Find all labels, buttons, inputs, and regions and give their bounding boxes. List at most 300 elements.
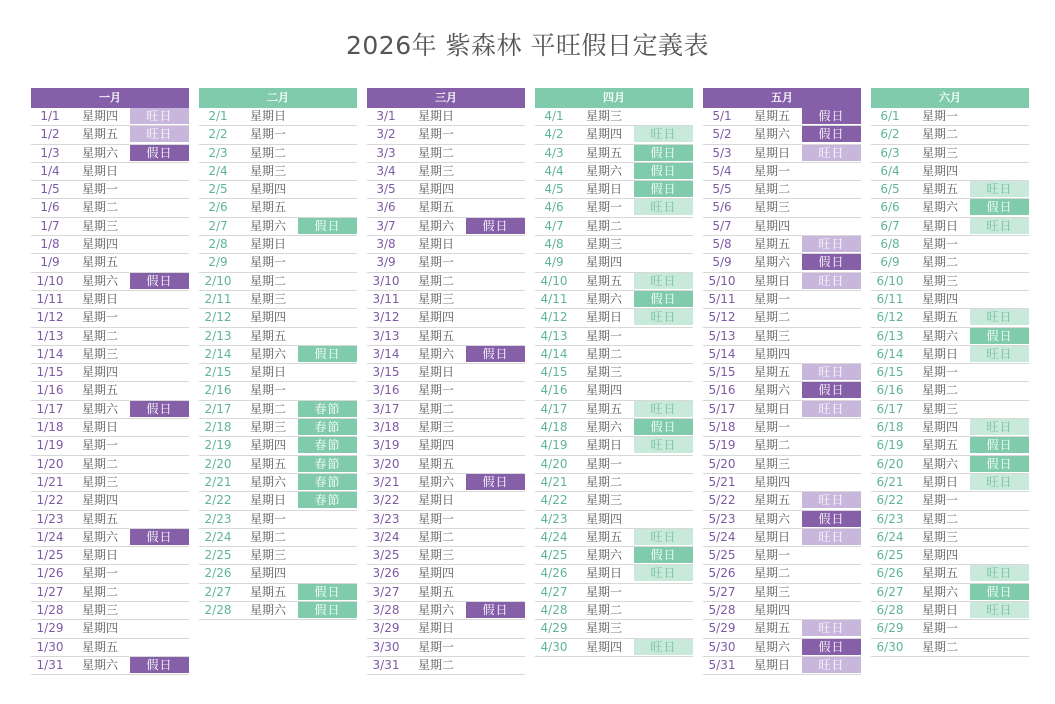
weekday-cell: 星期二 bbox=[586, 346, 623, 361]
weekday-cell: 星期二 bbox=[418, 529, 455, 544]
date-cell: 1/31 bbox=[36, 657, 64, 672]
status-badge: 旺日 bbox=[970, 181, 1029, 197]
date-cell: 1/14 bbox=[36, 346, 64, 361]
date-cell: 4/3 bbox=[544, 145, 564, 160]
weekday-cell: 星期五 bbox=[922, 438, 959, 453]
weekday-cell: 星期一 bbox=[418, 255, 455, 270]
weekday-cell: 星期五 bbox=[418, 328, 455, 343]
day-row bbox=[199, 401, 357, 419]
weekday-cell: 星期四 bbox=[82, 365, 119, 380]
day-row bbox=[535, 364, 693, 382]
weekday-cell: 星期日 bbox=[250, 365, 287, 380]
date-cell: 4/26 bbox=[540, 566, 568, 581]
day-row bbox=[871, 126, 1029, 144]
weekday-cell: 星期五 bbox=[922, 182, 959, 197]
day-row bbox=[367, 346, 525, 364]
day-row bbox=[703, 254, 861, 272]
day-row bbox=[199, 181, 357, 199]
day-row bbox=[199, 565, 357, 583]
date-cell: 3/12 bbox=[372, 310, 400, 325]
day-row bbox=[871, 492, 1029, 510]
weekday-cell: 星期二 bbox=[250, 529, 287, 544]
date-cell: 4/8 bbox=[544, 237, 564, 252]
weekday-cell: 星期六 bbox=[82, 401, 119, 416]
weekday-cell: 星期五 bbox=[82, 383, 119, 398]
day-row bbox=[31, 346, 189, 364]
status-badge: 春節 bbox=[298, 401, 357, 417]
status-badge: 假日 bbox=[130, 273, 189, 289]
weekday-cell: 星期日 bbox=[586, 310, 623, 325]
day-row bbox=[367, 364, 525, 382]
weekday-cell: 星期四 bbox=[82, 493, 119, 508]
weekday-cell: 星期日 bbox=[418, 493, 455, 508]
day-row bbox=[535, 163, 693, 181]
day-row bbox=[871, 145, 1029, 163]
day-row bbox=[703, 309, 861, 327]
day-row bbox=[871, 401, 1029, 419]
weekday-cell: 星期五 bbox=[82, 639, 119, 654]
day-row bbox=[367, 163, 525, 181]
day-row bbox=[31, 254, 189, 272]
day-row bbox=[871, 437, 1029, 455]
weekday-cell: 星期五 bbox=[586, 401, 623, 416]
day-row bbox=[367, 657, 525, 675]
weekday-cell: 星期三 bbox=[250, 291, 287, 306]
day-row bbox=[367, 456, 525, 474]
day-row bbox=[199, 602, 357, 620]
date-cell: 6/3 bbox=[880, 145, 900, 160]
weekday-cell: 星期二 bbox=[82, 200, 119, 215]
day-row bbox=[703, 273, 861, 291]
date-cell: 6/19 bbox=[876, 438, 904, 453]
weekday-cell: 星期四 bbox=[250, 566, 287, 581]
date-cell: 5/31 bbox=[708, 657, 736, 672]
weekday-cell: 星期一 bbox=[922, 237, 959, 252]
day-row bbox=[703, 456, 861, 474]
day-row bbox=[199, 382, 357, 400]
day-row bbox=[535, 108, 693, 126]
day-row bbox=[871, 108, 1029, 126]
date-cell: 6/24 bbox=[876, 529, 904, 544]
date-cell: 2/21 bbox=[204, 474, 232, 489]
date-cell: 5/27 bbox=[708, 584, 736, 599]
weekday-cell: 星期六 bbox=[754, 127, 791, 142]
weekday-cell: 星期四 bbox=[250, 310, 287, 325]
day-row bbox=[199, 511, 357, 529]
weekday-cell: 星期三 bbox=[82, 603, 119, 618]
date-cell: 2/6 bbox=[208, 200, 228, 215]
date-cell: 3/16 bbox=[372, 383, 400, 398]
weekday-cell: 星期日 bbox=[754, 401, 791, 416]
date-cell: 1/28 bbox=[36, 603, 64, 618]
date-cell: 3/30 bbox=[372, 639, 400, 654]
date-cell: 3/6 bbox=[376, 200, 396, 215]
month-header: 四月 bbox=[535, 88, 693, 108]
status-badge: 旺日 bbox=[130, 108, 189, 124]
date-cell: 1/4 bbox=[40, 163, 60, 178]
date-cell: 6/23 bbox=[876, 511, 904, 526]
weekday-cell: 星期一 bbox=[754, 163, 791, 178]
date-cell: 2/15 bbox=[204, 365, 232, 380]
weekday-cell: 星期五 bbox=[754, 365, 791, 380]
status-badge: 旺日 bbox=[802, 492, 861, 508]
day-row bbox=[703, 364, 861, 382]
day-row bbox=[199, 437, 357, 455]
date-cell: 6/26 bbox=[876, 566, 904, 581]
status-badge: 假日 bbox=[130, 657, 189, 673]
day-row bbox=[31, 401, 189, 419]
day-row bbox=[703, 145, 861, 163]
weekday-cell: 星期三 bbox=[586, 621, 623, 636]
day-row bbox=[535, 401, 693, 419]
date-cell: 3/3 bbox=[376, 145, 396, 160]
weekday-cell: 星期一 bbox=[754, 291, 791, 306]
day-row bbox=[199, 529, 357, 547]
weekday-cell: 星期一 bbox=[586, 328, 623, 343]
status-badge: 假日 bbox=[802, 511, 861, 527]
status-badge: 旺日 bbox=[634, 565, 693, 581]
date-cell: 2/12 bbox=[204, 310, 232, 325]
day-row bbox=[199, 236, 357, 254]
date-cell: 2/20 bbox=[204, 456, 232, 471]
status-badge: 春節 bbox=[298, 492, 357, 508]
status-badge: 旺日 bbox=[634, 199, 693, 215]
weekday-cell: 星期六 bbox=[586, 420, 623, 435]
weekday-cell: 星期四 bbox=[82, 621, 119, 636]
day-row bbox=[199, 126, 357, 144]
date-cell: 2/18 bbox=[204, 420, 232, 435]
date-cell: 1/26 bbox=[36, 566, 64, 581]
weekday-cell: 星期四 bbox=[586, 383, 623, 398]
weekday-cell: 星期四 bbox=[82, 109, 119, 123]
date-cell: 3/14 bbox=[372, 346, 400, 361]
status-badge: 旺日 bbox=[634, 126, 693, 142]
date-cell: 6/11 bbox=[876, 291, 904, 306]
day-row bbox=[367, 382, 525, 400]
date-cell: 3/23 bbox=[372, 511, 400, 526]
day-row bbox=[871, 419, 1029, 437]
date-cell: 6/28 bbox=[876, 603, 904, 618]
date-cell: 5/29 bbox=[708, 621, 736, 636]
date-cell: 3/13 bbox=[372, 328, 400, 343]
weekday-cell: 星期一 bbox=[250, 383, 287, 398]
weekday-cell: 星期六 bbox=[250, 218, 287, 233]
weekday-cell: 星期一 bbox=[586, 584, 623, 599]
date-cell: 5/11 bbox=[708, 291, 736, 306]
status-badge: 假日 bbox=[970, 437, 1029, 453]
weekday-cell: 星期六 bbox=[418, 474, 455, 489]
date-cell: 2/2 bbox=[208, 127, 228, 142]
date-cell: 6/17 bbox=[876, 401, 904, 416]
status-badge: 假日 bbox=[634, 419, 693, 435]
month-header: 六月 bbox=[871, 88, 1029, 108]
day-row bbox=[703, 382, 861, 400]
day-row bbox=[871, 291, 1029, 309]
weekday-cell: 星期六 bbox=[418, 346, 455, 361]
day-row bbox=[703, 492, 861, 510]
weekday-cell: 星期三 bbox=[922, 145, 959, 160]
day-row bbox=[31, 639, 189, 657]
weekday-cell: 星期一 bbox=[586, 456, 623, 471]
status-badge: 假日 bbox=[802, 382, 861, 398]
status-badge: 假日 bbox=[634, 163, 693, 179]
weekday-cell: 星期五 bbox=[250, 584, 287, 599]
date-cell: 1/12 bbox=[36, 310, 64, 325]
status-badge: 假日 bbox=[466, 218, 525, 234]
weekday-cell: 星期四 bbox=[586, 255, 623, 270]
day-row bbox=[31, 547, 189, 565]
status-badge: 旺日 bbox=[970, 565, 1029, 581]
date-cell: 6/10 bbox=[876, 273, 904, 288]
date-cell: 6/7 bbox=[880, 218, 900, 233]
date-cell: 5/26 bbox=[708, 566, 736, 581]
weekday-cell: 星期一 bbox=[922, 493, 959, 508]
date-cell: 4/20 bbox=[540, 456, 568, 471]
day-row bbox=[871, 328, 1029, 346]
date-cell: 6/4 bbox=[880, 163, 900, 178]
day-row bbox=[871, 620, 1029, 638]
weekday-cell: 星期四 bbox=[754, 218, 791, 233]
date-cell: 5/10 bbox=[708, 273, 736, 288]
day-row bbox=[703, 529, 861, 547]
status-badge: 假日 bbox=[466, 346, 525, 362]
weekday-cell: 星期二 bbox=[754, 438, 791, 453]
weekday-cell: 星期五 bbox=[250, 328, 287, 343]
weekday-cell: 星期二 bbox=[250, 273, 287, 288]
day-row bbox=[367, 639, 525, 657]
weekday-cell: 星期二 bbox=[82, 328, 119, 343]
status-badge: 旺日 bbox=[802, 364, 861, 380]
day-row bbox=[199, 273, 357, 291]
day-row bbox=[31, 657, 189, 675]
date-cell: 5/19 bbox=[708, 438, 736, 453]
day-row bbox=[535, 529, 693, 547]
weekday-cell: 星期日 bbox=[418, 237, 455, 252]
weekday-cell: 星期五 bbox=[82, 511, 119, 526]
day-row bbox=[871, 163, 1029, 181]
date-cell: 4/25 bbox=[540, 548, 568, 563]
date-cell: 3/17 bbox=[372, 401, 400, 416]
day-row bbox=[535, 199, 693, 217]
date-cell: 1/18 bbox=[36, 420, 64, 435]
weekday-cell: 星期三 bbox=[250, 548, 287, 563]
day-row bbox=[535, 346, 693, 364]
day-row bbox=[535, 419, 693, 437]
day-row bbox=[703, 108, 861, 126]
day-row bbox=[31, 163, 189, 181]
weekday-cell: 星期日 bbox=[754, 273, 791, 288]
day-row bbox=[367, 474, 525, 492]
date-cell: 3/19 bbox=[372, 438, 400, 453]
day-row bbox=[31, 529, 189, 547]
date-cell: 1/2 bbox=[40, 127, 60, 142]
weekday-cell: 星期二 bbox=[586, 603, 623, 618]
status-badge: 假日 bbox=[634, 547, 693, 563]
date-cell: 1/30 bbox=[36, 639, 64, 654]
weekday-cell: 星期日 bbox=[250, 493, 287, 508]
weekday-cell: 星期五 bbox=[586, 273, 623, 288]
date-cell: 5/21 bbox=[708, 474, 736, 489]
day-row bbox=[31, 382, 189, 400]
date-cell: 5/6 bbox=[712, 200, 732, 215]
status-badge: 旺日 bbox=[634, 273, 693, 289]
day-row bbox=[199, 364, 357, 382]
date-cell: 5/7 bbox=[712, 218, 732, 233]
date-cell: 5/13 bbox=[708, 328, 736, 343]
date-cell: 5/5 bbox=[712, 182, 732, 197]
weekday-cell: 星期日 bbox=[586, 438, 623, 453]
weekday-cell: 星期一 bbox=[922, 365, 959, 380]
date-cell: 4/11 bbox=[540, 291, 568, 306]
weekday-cell: 星期二 bbox=[754, 566, 791, 581]
date-cell: 6/6 bbox=[880, 200, 900, 215]
status-badge: 假日 bbox=[298, 602, 357, 618]
date-cell: 6/21 bbox=[876, 474, 904, 489]
date-cell: 2/22 bbox=[204, 493, 232, 508]
day-row bbox=[367, 199, 525, 217]
date-cell: 4/2 bbox=[544, 127, 564, 142]
weekday-cell: 星期五 bbox=[250, 456, 287, 471]
weekday-cell: 星期四 bbox=[922, 163, 959, 178]
weekday-cell: 星期四 bbox=[754, 346, 791, 361]
status-badge: 假日 bbox=[130, 145, 189, 161]
date-cell: 4/6 bbox=[544, 200, 564, 215]
weekday-cell: 星期六 bbox=[922, 328, 959, 343]
weekday-cell: 星期二 bbox=[922, 511, 959, 526]
weekday-cell: 星期日 bbox=[82, 291, 119, 306]
day-row bbox=[535, 273, 693, 291]
day-row bbox=[199, 456, 357, 474]
weekday-cell: 星期五 bbox=[82, 255, 119, 270]
weekday-cell: 星期六 bbox=[586, 291, 623, 306]
date-cell: 3/28 bbox=[372, 603, 400, 618]
date-cell: 1/24 bbox=[36, 529, 64, 544]
weekday-cell: 星期四 bbox=[418, 438, 455, 453]
date-cell: 6/13 bbox=[876, 328, 904, 343]
date-cell: 3/5 bbox=[376, 182, 396, 197]
date-cell: 5/18 bbox=[708, 420, 736, 435]
date-cell: 6/5 bbox=[880, 182, 900, 197]
day-row bbox=[367, 492, 525, 510]
day-row bbox=[31, 199, 189, 217]
weekday-cell: 星期五 bbox=[418, 456, 455, 471]
date-cell: 2/13 bbox=[204, 328, 232, 343]
weekday-cell: 星期日 bbox=[754, 529, 791, 544]
status-badge: 旺日 bbox=[634, 529, 693, 545]
weekday-cell: 星期二 bbox=[82, 584, 119, 599]
weekday-cell: 星期一 bbox=[250, 255, 287, 270]
date-cell: 4/21 bbox=[540, 474, 568, 489]
day-row bbox=[871, 273, 1029, 291]
weekday-cell: 星期五 bbox=[754, 621, 791, 636]
date-cell: 4/12 bbox=[540, 310, 568, 325]
day-row bbox=[31, 181, 189, 199]
date-cell: 5/8 bbox=[712, 237, 732, 252]
date-cell: 6/27 bbox=[876, 584, 904, 599]
date-cell: 5/9 bbox=[712, 255, 732, 270]
weekday-cell: 星期四 bbox=[418, 310, 455, 325]
date-cell: 1/16 bbox=[36, 383, 64, 398]
date-cell: 4/16 bbox=[540, 383, 568, 398]
date-cell: 4/4 bbox=[544, 163, 564, 178]
weekday-cell: 星期日 bbox=[922, 346, 959, 361]
date-cell: 5/23 bbox=[708, 511, 736, 526]
day-row bbox=[535, 181, 693, 199]
day-row bbox=[703, 657, 861, 675]
day-row bbox=[703, 547, 861, 565]
weekday-cell: 星期六 bbox=[922, 200, 959, 215]
date-cell: 5/16 bbox=[708, 383, 736, 398]
date-cell: 6/15 bbox=[876, 365, 904, 380]
day-row bbox=[871, 547, 1029, 565]
weekday-cell: 星期六 bbox=[82, 657, 119, 672]
weekday-cell: 星期三 bbox=[418, 291, 455, 306]
day-row bbox=[871, 236, 1029, 254]
day-row bbox=[535, 218, 693, 236]
month-header: 一月 bbox=[31, 88, 189, 108]
day-row bbox=[703, 181, 861, 199]
day-row bbox=[703, 639, 861, 657]
day-row bbox=[367, 309, 525, 327]
day-row bbox=[31, 492, 189, 510]
date-cell: 1/15 bbox=[36, 365, 64, 380]
date-cell: 2/4 bbox=[208, 163, 228, 178]
weekday-cell: 星期一 bbox=[922, 621, 959, 636]
day-row bbox=[199, 328, 357, 346]
status-badge: 春節 bbox=[298, 456, 357, 472]
date-cell: 3/10 bbox=[372, 273, 400, 288]
date-cell: 5/25 bbox=[708, 548, 736, 563]
day-row bbox=[871, 474, 1029, 492]
status-badge: 旺日 bbox=[802, 657, 861, 673]
date-cell: 2/28 bbox=[204, 603, 232, 618]
date-cell: 2/3 bbox=[208, 145, 228, 160]
day-row bbox=[871, 254, 1029, 272]
weekday-cell: 星期五 bbox=[754, 493, 791, 508]
weekday-cell: 星期四 bbox=[418, 566, 455, 581]
day-row bbox=[199, 218, 357, 236]
date-cell: 3/8 bbox=[376, 237, 396, 252]
date-cell: 1/25 bbox=[36, 548, 64, 563]
weekday-cell: 星期六 bbox=[82, 273, 119, 288]
day-row bbox=[367, 145, 525, 163]
day-row bbox=[31, 108, 189, 126]
day-row bbox=[703, 291, 861, 309]
date-cell: 4/13 bbox=[540, 328, 568, 343]
date-cell: 5/24 bbox=[708, 529, 736, 544]
day-row bbox=[31, 291, 189, 309]
day-row bbox=[703, 126, 861, 144]
date-cell: 3/11 bbox=[372, 291, 400, 306]
status-badge: 旺日 bbox=[802, 620, 861, 636]
weekday-cell: 星期五 bbox=[922, 310, 959, 325]
day-row bbox=[199, 199, 357, 217]
weekday-cell: 星期六 bbox=[418, 218, 455, 233]
weekday-cell: 星期日 bbox=[922, 218, 959, 233]
weekday-cell: 星期四 bbox=[922, 291, 959, 306]
weekday-cell: 星期二 bbox=[922, 127, 959, 142]
day-row bbox=[367, 328, 525, 346]
date-cell: 1/11 bbox=[36, 291, 64, 306]
date-cell: 3/25 bbox=[372, 548, 400, 563]
weekday-cell: 星期三 bbox=[82, 218, 119, 233]
status-badge: 假日 bbox=[970, 584, 1029, 600]
date-cell: 4/7 bbox=[544, 218, 564, 233]
day-row bbox=[535, 474, 693, 492]
date-cell: 5/3 bbox=[712, 145, 732, 160]
date-cell: 1/5 bbox=[40, 182, 60, 197]
status-badge: 旺日 bbox=[634, 437, 693, 453]
